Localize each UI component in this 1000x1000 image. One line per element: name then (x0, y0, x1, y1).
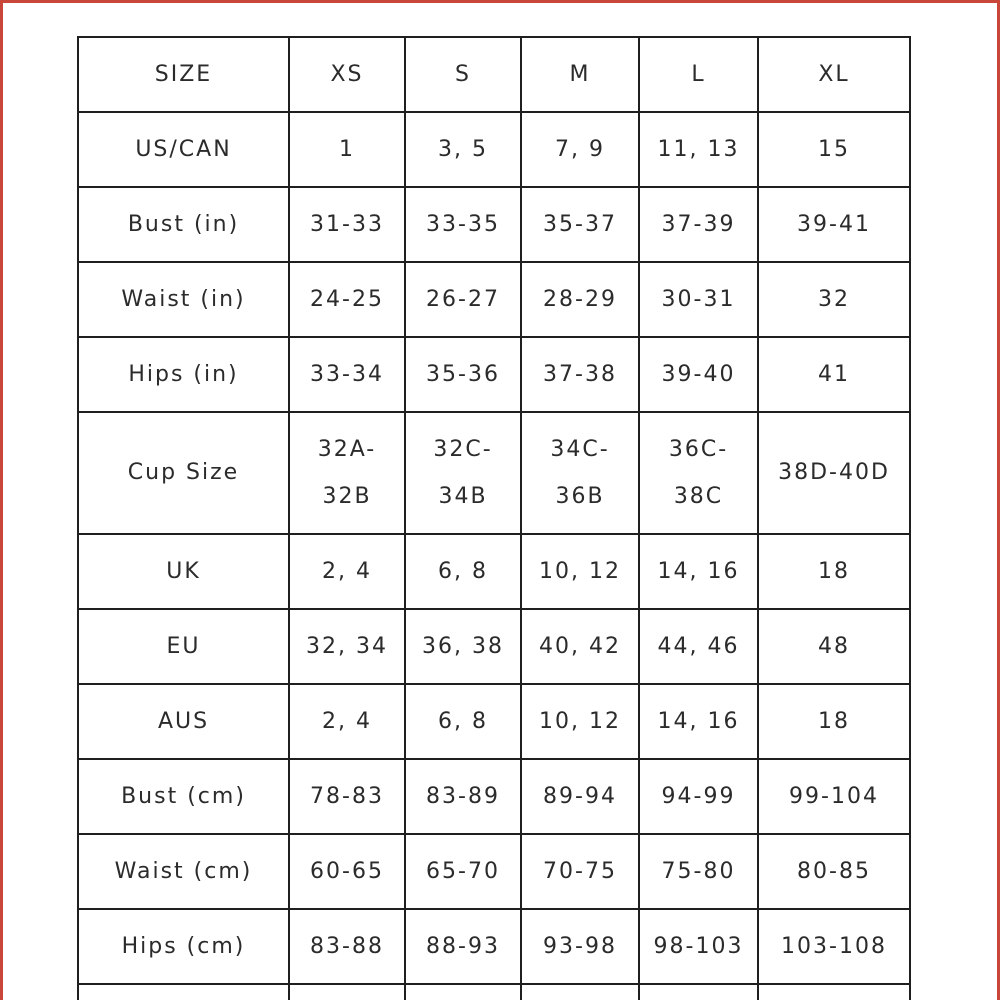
size-value-cell: 37-39 (639, 187, 758, 262)
row-label-cell: EU (78, 609, 289, 684)
size-value-cell: S (405, 37, 521, 112)
size-value-cell: 2, 4 (289, 534, 405, 609)
row-label-cell: SIZE (78, 37, 289, 112)
row-label-cell: Hips (cm) (78, 909, 289, 984)
size-value-cell: 99-104 (758, 759, 910, 834)
cell-line: 34C- (550, 437, 610, 462)
size-value-cell: 78-83 (289, 759, 405, 834)
table-row (78, 909, 910, 984)
size-value-cell: L (639, 37, 758, 112)
size-value-cell: 80-85 (758, 834, 910, 909)
size-value-cell: 60-65 (289, 834, 405, 909)
cell-line: 38C (673, 484, 724, 509)
empty-cell (758, 984, 910, 1000)
row-label-cell: Cup Size (78, 412, 289, 534)
size-value-cell: 40, 42 (521, 609, 639, 684)
size-value-cell: 103-108 (758, 909, 910, 984)
size-value-cell: 93-98 (521, 909, 639, 984)
size-chart-body (78, 37, 910, 1000)
size-value-cell: 70-75 (521, 834, 639, 909)
cell-line: 36C- (668, 437, 729, 462)
size-value-cell: M (521, 37, 639, 112)
size-value-cell: 94-99 (639, 759, 758, 834)
cell-line: 34B (438, 484, 488, 509)
size-value-cell: 26-27 (405, 262, 521, 337)
row-label-cell: UK (78, 534, 289, 609)
size-value-cell: 31-33 (289, 187, 405, 262)
size-value-cell: 98-103 (639, 909, 758, 984)
size-value-cell: 39-40 (639, 337, 758, 412)
row-label-cell: Bust (cm) (78, 759, 289, 834)
size-value-cell: 15 (758, 112, 910, 187)
size-value-cell: 75-80 (639, 834, 758, 909)
size-value-cell: 38D-40D (758, 412, 910, 534)
size-value-cell: 11, 13 (639, 112, 758, 187)
table-row (78, 834, 910, 909)
empty-cell (639, 984, 758, 1000)
size-value-cell (289, 412, 405, 534)
table-row (78, 759, 910, 834)
size-value-cell: 35-37 (521, 187, 639, 262)
size-value-cell: 6, 8 (405, 534, 521, 609)
size-value-cell: 10, 12 (521, 684, 639, 759)
size-value-cell: 28-29 (521, 262, 639, 337)
size-value-cell: XL (758, 37, 910, 112)
table-row (78, 112, 910, 187)
size-value-cell: 32 (758, 262, 910, 337)
size-value-cell: 35-36 (405, 337, 521, 412)
row-label-cell: Hips (in) (78, 337, 289, 412)
size-value-cell: 2, 4 (289, 684, 405, 759)
size-value-cell (405, 412, 521, 534)
table-row (78, 337, 910, 412)
size-value-cell: 36, 38 (405, 609, 521, 684)
table-row (78, 412, 910, 534)
table-row (78, 534, 910, 609)
size-value-cell: 48 (758, 609, 910, 684)
size-value-cell (639, 412, 758, 534)
row-label-cell: Waist (cm) (78, 834, 289, 909)
size-value-cell: 1 (289, 112, 405, 187)
size-value-cell: 18 (758, 534, 910, 609)
size-value-cell: 41 (758, 337, 910, 412)
size-value-cell: 89-94 (521, 759, 639, 834)
cell-line: 32A- (317, 437, 377, 462)
cell-line: 32C- (433, 437, 493, 462)
empty-cell (405, 984, 521, 1000)
size-value-cell: 30-31 (639, 262, 758, 337)
table-header-row (78, 37, 910, 112)
size-value-cell (521, 412, 639, 534)
size-value-cell: 32, 34 (289, 609, 405, 684)
size-value-cell: 24-25 (289, 262, 405, 337)
row-label-cell: Waist (in) (78, 262, 289, 337)
table-row (78, 684, 910, 759)
size-value-cell: 83-89 (405, 759, 521, 834)
table-row (78, 262, 910, 337)
cell-line: 36B (555, 484, 605, 509)
empty-cell (521, 984, 639, 1000)
row-label-cell: AUS (78, 684, 289, 759)
empty-cell (289, 984, 405, 1000)
size-value-cell: 18 (758, 684, 910, 759)
size-value-cell: 33-35 (405, 187, 521, 262)
empty-cell (78, 984, 289, 1000)
row-label-cell: US/CAN (78, 112, 289, 187)
size-chart-table (77, 36, 911, 1000)
table-row (78, 609, 910, 684)
table-row (78, 187, 910, 262)
size-value-cell: XS (289, 37, 405, 112)
size-value-cell: 88-93 (405, 909, 521, 984)
row-label-cell: Bust (in) (78, 187, 289, 262)
size-value-cell: 7, 9 (521, 112, 639, 187)
size-value-cell: 65-70 (405, 834, 521, 909)
size-value-cell: 14, 16 (639, 534, 758, 609)
table-row-cutoff (78, 984, 910, 1000)
size-value-cell: 37-38 (521, 337, 639, 412)
size-value-cell: 6, 8 (405, 684, 521, 759)
size-value-cell: 44, 46 (639, 609, 758, 684)
cell-line: 32B (322, 484, 372, 509)
size-value-cell: 10, 12 (521, 534, 639, 609)
size-value-cell: 3, 5 (405, 112, 521, 187)
size-value-cell: 14, 16 (639, 684, 758, 759)
size-value-cell: 83-88 (289, 909, 405, 984)
size-value-cell: 33-34 (289, 337, 405, 412)
size-value-cell: 39-41 (758, 187, 910, 262)
